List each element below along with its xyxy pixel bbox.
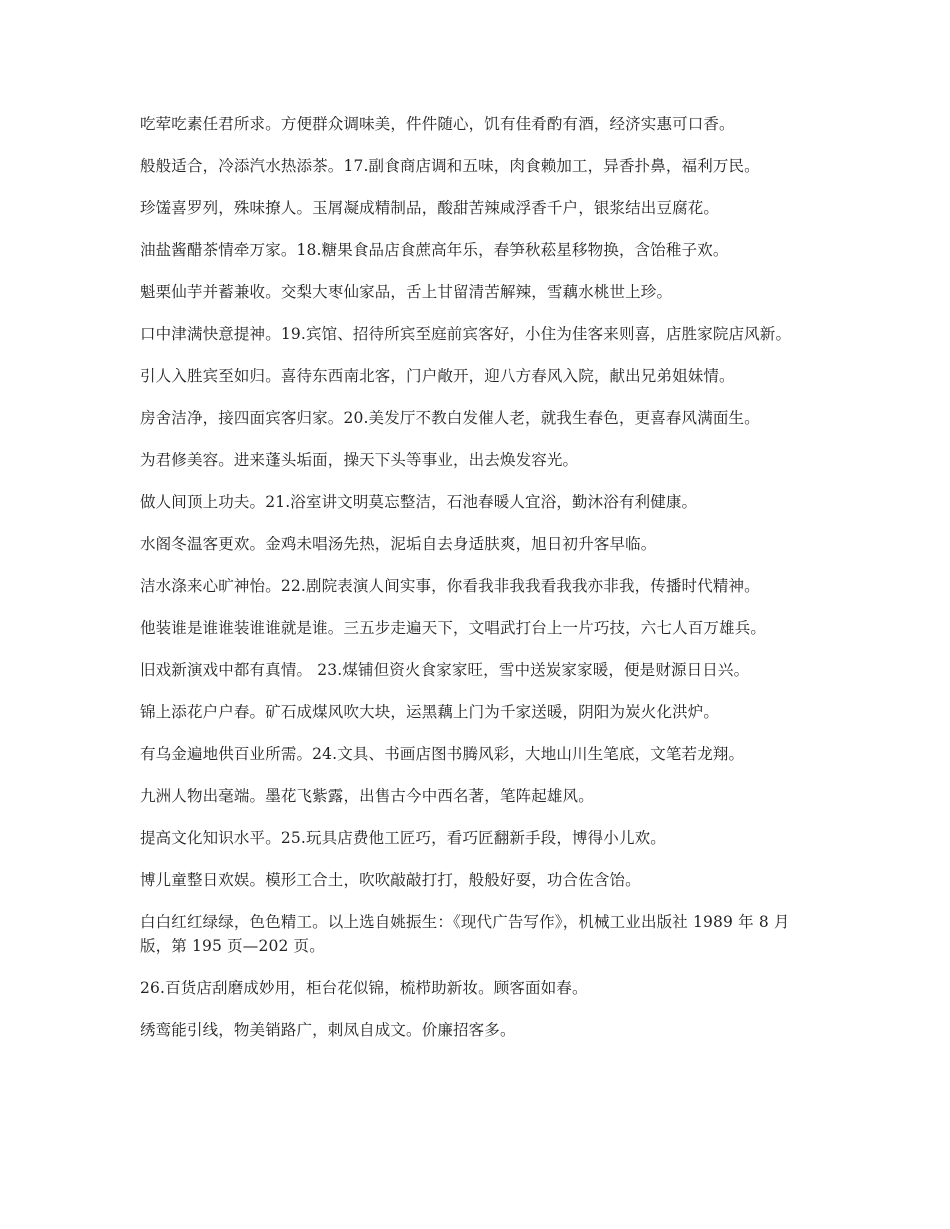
paragraph-20: 白白红红绿绿，色色精工。以上选自姚振生：《现代广告写作》，机械工业出版社 1989 年 8 月版，第 195 页—202 页。 — [140, 913, 790, 955]
paragraph-12: 洁水涤来心旷神怡。22.剧院表演人间实事，你看我非我我看我我亦非我，传播时代精神。 — [140, 577, 760, 595]
paragraph-1: 吃荤吃素任君所求。方便群众调味美，件件随心，饥有佳肴酌有酒，经济实惠可口香。 — [140, 115, 735, 133]
paragraph-6: 口中津满快意提神。19.宾馆、招待所宾至庭前宾客好，小住为佳客来则喜，店胜家院店风新。 — [140, 325, 792, 343]
paragraph-8: 房舍洁净，接四面宾客归家。20.美发厅不教白发催人老，就我生春色，更喜春风满面生。 — [140, 409, 760, 427]
paragraph-13: 他装谁是谁谁装谁谁就是谁。三五步走遍天下，文唱武打台上一片巧技，六七人百万雄兵。 — [140, 619, 767, 637]
document-body — [140, 112, 815, 1060]
paragraph-15: 锦上添花户户春。矿石成煤风吹大块，运黑藕上门为千家送暖，阴阳为炭火化洪炉。 — [140, 703, 720, 721]
paragraph-17: 九洲人物出毫端。墨花飞紫露，出售古今中西名著，笔阵起雄风。 — [140, 787, 594, 805]
paragraph-19: 博儿童整日欢娱。模形工合土，吹吹敲敲打打，般般好耍，功合佐含饴。 — [140, 871, 641, 889]
paragraph-16: 有乌金遍地供百业所需。24.文具、书画店图书腾风彩，大地山川生笔底，文笔若龙翔。 — [140, 745, 745, 763]
paragraph-9: 为君修美容。进来蓬头垢面，操天下头等事业，出去焕发容光。 — [140, 451, 579, 469]
paragraph-7: 引人入胜宾至如归。喜待东西南北客，门户敞开，迎八方春风入院，献出兄弟姐妹情。 — [140, 367, 735, 385]
paragraph-5: 魁栗仙芋并蓄兼收。交梨大枣仙家品，舌上甘留清苦解辣，雪藕水桃世上珍。 — [140, 283, 673, 301]
paragraph-22: 绣鸾能引线，物美销路广，刺凤自成文。价廉招客多。 — [140, 1021, 516, 1039]
paragraph-14: 旧戏新演戏中都有真情。 23.煤铺但资火食家家旺，雪中送炭家家暖，便是财源日日兴。 — [140, 661, 750, 679]
paragraph-18: 提高文化知识水平。25.玩具店费他工匠巧，看巧匠翻新手段，博得小儿欢。 — [140, 829, 666, 847]
paragraph-2: 般般适合，冷添汽水热添茶。17.副食商店调和五味，肉食赖加工，异香扑鼻，福利万民。 — [140, 157, 760, 175]
paragraph-3: 珍馐喜罗列，殊味撩人。玉屑凝成精制品，酸甜苦辣咸浮香千户，银浆结出豆腐花。 — [140, 199, 720, 217]
paragraph-21: 26.百货店刮磨成妙用，柜台花似锦，梳栉助新妆。顾客面如春。 — [140, 979, 588, 997]
paragraph-4: 油盐酱醋茶情牵万家。18.糖果食品店食蔗高年乐，春笋秋菘星移物换，含饴稚子欢。 — [140, 241, 729, 259]
paragraph-10: 做人间顶上功夫。21.浴室讲文明莫忘整洁，石池春暖人宜浴，勤沐浴有利健康。 — [140, 493, 698, 511]
paragraph-11: 水阁冬温客更欢。金鸡未唱汤先热，泥垢自去身适肤爽，旭日初升客早临。 — [140, 535, 657, 553]
